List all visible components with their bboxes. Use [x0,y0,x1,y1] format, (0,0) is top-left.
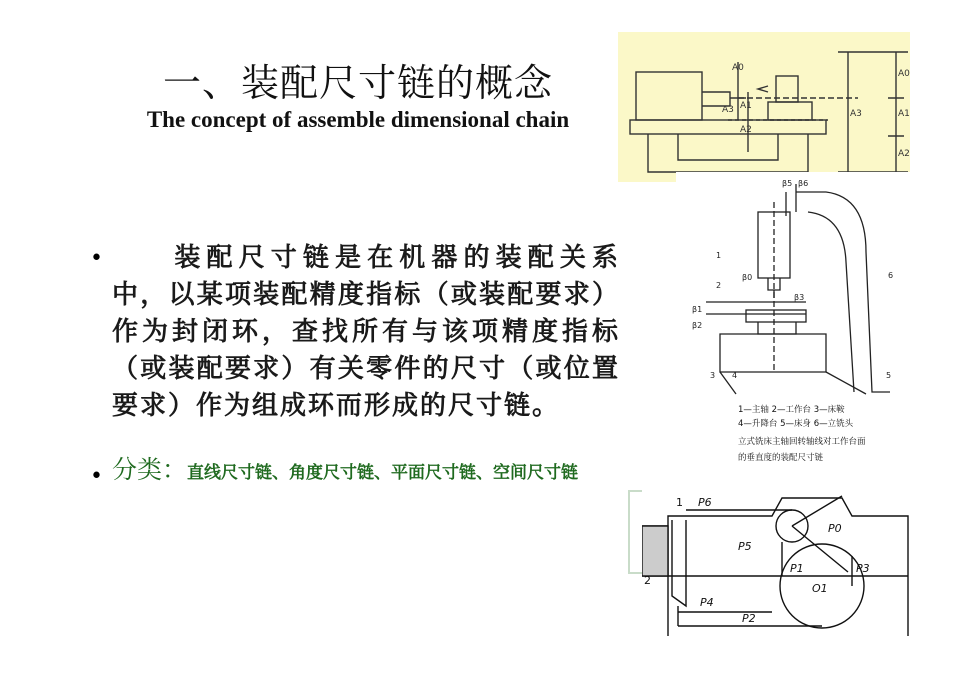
classification-body: 直线尺寸链、角度尺寸链、平面尺寸链、空间尺寸链 [187,463,579,483]
plane-label-p2: P2 [742,612,756,625]
plane-dimension-chain-figure [642,476,910,646]
mill-caption-1: 立式铣床主轴回转轴线对工作台面 [738,437,866,447]
mill-label-1: 1 [716,251,722,260]
mill-label-b0: β0 [742,273,753,282]
label-a2: A2 [740,125,752,135]
plane-label-p5: P5 [738,540,752,553]
label-a2b: A2 [898,149,910,159]
plane-label-p6: P6 [698,496,712,509]
lathe-dimension-chain-figure [618,32,910,182]
mill-drawing [676,172,910,482]
plane-label-1: 1 [676,496,683,509]
plane-label-p4: P4 [700,596,714,609]
bullet-marker: • [90,246,103,271]
title-english: The concept of assemble dimensional chain [146,107,570,132]
mill-label-5: 5 [886,371,892,380]
bullet-marker: • [90,464,103,489]
plane-label-p1: P1 [790,562,804,575]
label-a3: A3 [850,109,862,119]
mill-label-6: 6 [888,271,894,280]
plane-label-p3: P3 [856,562,870,575]
lathe-drawing [618,32,910,182]
mill-legend-2: 4—升降台 5—床身 6—立铣头 [738,419,854,429]
classification-head: 分类： [112,455,188,484]
plane-label-2: 2 [644,574,651,587]
plane-label-p0: P0 [828,522,842,535]
mill-legend-1: 1—主轴 2—工作台 3—床鞍 [738,405,845,415]
definition-paragraph: 装配尺寸链是在机器的装配关系中，以某项装配精度指标（或装配要求）作为封闭环，查找所有与该项精度指标（或装配要求）有关零件的尺寸（或位置要求）作为组成环而形成的尺寸链。 [112,243,620,421]
milling-machine-figure [676,172,910,482]
plane-drawing [642,476,910,646]
plane-label-o1: O1 [812,582,828,595]
mill-label-2: 2 [716,281,722,290]
label-a0b: A0 [898,69,910,79]
mill-label-b3: β3 [794,293,805,302]
decorative-bracket [628,490,642,574]
label-a0: A0 [732,63,744,73]
title-chinese: 一、装配尺寸链的概念 [162,61,553,105]
mill-label-b6: β6 [798,179,809,188]
mill-caption-2: 的垂直度的装配尺寸链 [738,453,824,463]
mill-label-4: 4 [732,371,738,380]
mill-label-b5: β5 [782,179,793,188]
label-a3b: A3 [722,105,734,115]
mill-label-b1: β1 [692,305,703,314]
label-a1b: A1 [740,101,752,111]
label-a1: A1 [898,109,910,119]
mill-label-b2: β2 [692,321,703,330]
classification-text [112,456,612,487]
mill-label-3: 3 [710,371,716,380]
